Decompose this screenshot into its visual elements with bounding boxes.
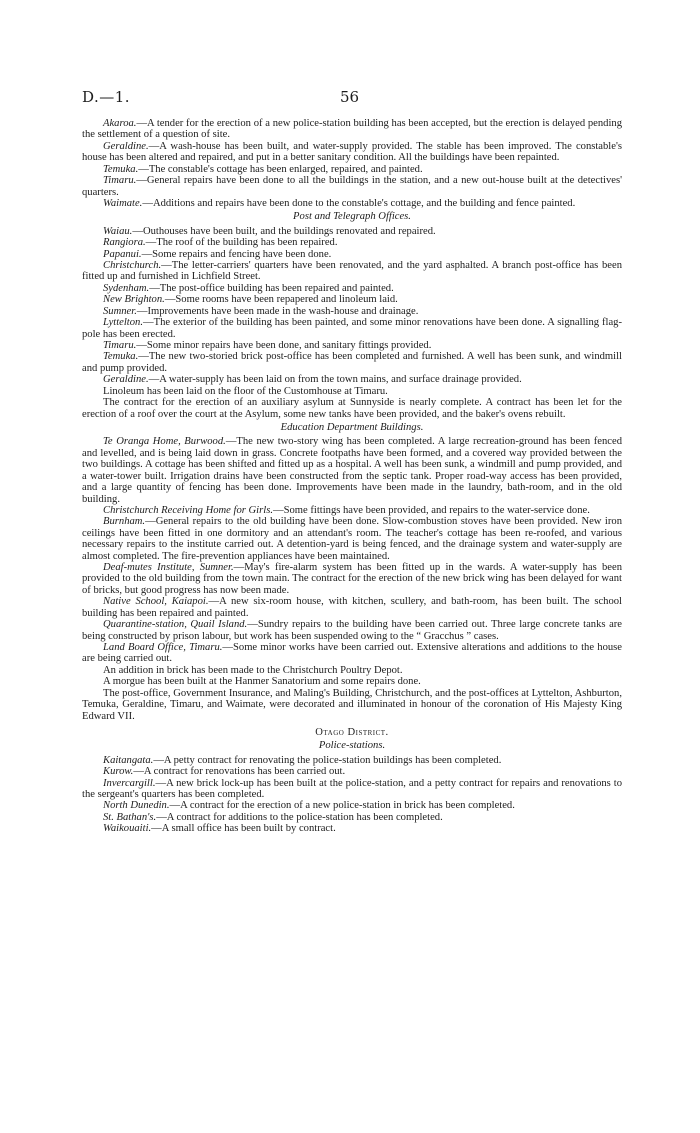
paragraph-linoleum: Linoleum has been laid on the floor of the Customhouse at Timaru. [103, 385, 388, 397]
paragraph-text: —A contract for additions to the police-station has been completed. [156, 811, 443, 823]
paragraph-deaf-mutes [82, 562, 622, 596]
paragraph-waikouaiti [82, 823, 622, 834]
paragraph-st-bathans [82, 812, 622, 823]
paragraph-morgue: A morgue has been built at the Hanmer Sanatorium and some repairs done. [103, 676, 421, 688]
paragraph-text: —Some fittings have been provided, and repairs to the water-service done. [272, 504, 590, 516]
document-reference: D.—1. [82, 88, 131, 106]
place-name: Sydenham. [103, 282, 150, 294]
paragraph-te-oranga [82, 436, 622, 505]
section-heading-education: Education Department Buildings. [280, 421, 424, 433]
paragraph-burnham [82, 516, 622, 562]
page-number: 56 [340, 88, 360, 106]
paragraph-text: —A new six-room house, with kitchen, scullery, and bath-room, has been built. The school building has been repaired and painted. [82, 596, 622, 619]
paragraph-kaiapoi [82, 596, 622, 619]
paragraph-kurow [82, 766, 622, 777]
paragraph-timaru [82, 175, 622, 198]
paragraph-text: —A contract for the erection of a new police-station in brick has been completed. [169, 800, 515, 812]
paragraph-sydenham [82, 283, 622, 294]
place-name: Invercargill. [103, 777, 156, 789]
place-name: Te Oranga Home, Burwood. [103, 436, 226, 448]
paragraph-text: —General repairs have been done to all the buildings in the station, and a new out-house built at the detectives' quarters. [82, 175, 622, 198]
paragraph-text: —The constable's cottage has been enlarged, repaired, and painted. [138, 163, 423, 175]
paragraph-text: —General repairs to the old building have been done. Slow-combustion stoves have been provided. New iron ceilings have been fitted in one dormitory and an attendant's room. The teacher's cottage has been re-roofed, and various necessary repairs to the institute carried out. A detention-yard is being fenced, and the drainage system and water-supply are almost completed. The fire-prevention appliances have been maintained. [82, 516, 622, 562]
place-name: Lyttelton. [103, 317, 143, 329]
paragraph-invercargill [82, 778, 622, 801]
place-name: Deaf-mutes Institute, Sumner. [103, 562, 234, 574]
place-name: Kurow. [103, 766, 134, 778]
paragraph-quarantine [82, 619, 622, 642]
paragraph-text: —Some repairs and fencing have been done. [141, 248, 332, 260]
place-name: Rangiora. [103, 237, 146, 249]
place-name: Geraldine. [103, 140, 149, 152]
paragraph-text: —Additions and repairs have been done to the constable's cottage, and the building and fence painted. [142, 197, 576, 209]
paragraph-text: —The new two-story wing has been completed. A large recreation-ground has been fenced and levelled, and is being laid down in grass. Concrete footpaths have been formed, and a covered way provided between the two buildings. A cottage has been shifted and fitted up as a hospital. A well has been sunk, a windmill and pump provided, and a water-tower built. Irrigation drains have been constructed from the septic tank. Proper road-way access has been provided, and a large quantity of fencing has been done. Improvements have been made in the laundry, bath-room, and in the old building. [82, 436, 622, 505]
paragraph-north-dunedin [82, 800, 622, 811]
place-name: Christchurch. [103, 260, 162, 272]
paragraph-text: —The letter-carriers' quarters have been renovated, and the yard asphalted. A branch post-office has been fitted up and furnished in Lichfield Street. [82, 260, 622, 283]
paragraph-text: —May's fire-alarm system has been fitted up in the wards. A water-supply has been provided to the old building from the town main. The contract for the erection of the new brick wing has been delayed for want of bricks, but good progress has now been made. [82, 562, 622, 596]
place-name: Native School, Kaiapoi. [103, 596, 209, 608]
paragraph-new-brighton [82, 294, 622, 305]
paragraph-sumner [82, 306, 622, 317]
paragraph-text: —A tender for the erection of a new police-station building has been accepted, but the erection is delayed pending the settlement of a question of site. [82, 118, 622, 141]
place-name: St. Bathan's. [103, 811, 157, 823]
paragraph-akaroa [82, 118, 622, 141]
paragraph-text: —A water-supply has been laid on from the town mains, and surface drainage provided. [148, 374, 522, 386]
place-name: Geraldine. [103, 374, 149, 386]
paragraph-geraldine [82, 141, 622, 164]
paragraph-text: —Some rooms have been repapered and linoleum laid. [164, 294, 398, 306]
place-name: Christchurch Receiving Home for Girls. [103, 504, 273, 516]
place-name: Waimate. [103, 197, 143, 209]
place-name: Timaru. [103, 175, 137, 187]
paragraph-lyttelton [82, 317, 622, 340]
place-name: Quarantine-station, Quail Island. [103, 619, 248, 631]
paragraph-text: —The new two-storied brick post-office has been completed and furnished. A well has been sunk, and windmill and pump provided. [82, 351, 622, 374]
paragraph-text: —The roof of the building has been repaired. [145, 237, 338, 249]
paragraph-text: —A small office has been built by contract. [151, 823, 336, 835]
paragraph-waimate [82, 198, 622, 209]
paragraph-rangiora [82, 237, 622, 248]
place-name: Burnham. [103, 516, 146, 528]
paragraph-temuka [82, 164, 622, 175]
place-name: Land Board Office, Timaru. [103, 641, 223, 653]
paragraph-timaru-post [82, 340, 622, 351]
paragraph-temuka-post [82, 351, 622, 374]
district-heading-otago: Otago District. [315, 726, 389, 738]
place-name: North Dunedin. [103, 800, 170, 812]
place-name: Temuka. [103, 163, 139, 175]
body-text [82, 118, 622, 835]
paragraph-text: —Some minor repairs have been done, and sanitary fittings provided. [136, 340, 432, 352]
place-name: Waiau. [103, 225, 133, 237]
paragraph-text: —Improvements have been made in the wash-house and drainage. [136, 305, 419, 317]
page-header [82, 88, 622, 110]
place-name: Kaitangata. [103, 754, 154, 766]
paragraph-text: —The exterior of the building has been painted, and some minor renovations have been done. A signalling flag-pole has been erected. [82, 317, 622, 340]
place-name: Akaroa. [103, 118, 137, 129]
paragraph-papanui [82, 249, 622, 260]
paragraph-text: —A new brick lock-up has been built at the police-station, and a petty contract for repairs and renovations to the sergeant's quarters has been completed. [82, 777, 622, 801]
paragraph-land-board [82, 642, 622, 665]
paragraph-text: —A petty contract for renovating the police-station buildings has been completed. [153, 754, 502, 766]
place-name: Temuka. [103, 351, 139, 363]
paragraph-text: —The post-office building has been repaired and painted. [149, 282, 394, 294]
paragraph-text: —A wash-house has been built, and water-supply provided. The stable has been improved. The constable's house has been altered and repaired, and put in a better sanitary condition. All the buildings have been repainted. [82, 140, 622, 164]
place-name: Sumner. [103, 305, 137, 317]
paragraph-asylum: The contract for the erection of an auxiliary asylum at Sunnyside is nearly complete. A contract has been let for the erection of a roof over the court at the Asylum, some new tanks have been provided, and the baker's ovens rebuilt. [82, 397, 622, 420]
paragraph-coronation: The post-office, Government Insurance, and Maling's Building, Christchurch, and the post-offices at Lyttelton, Ashburton, Temuka, Geraldine, Timaru, and Waimate, were decorated and illuminated in honour of the coronation of His Majesty King Edward VII. [82, 687, 622, 722]
section-heading-post-telegraph: Post and Telegraph Offices. [293, 211, 411, 223]
paragraph-text: —Sundry repairs to the building have been carried out. Three large concrete tanks are being constructed by prison labour, but work has been suspended owing to the “ Gracchus ” cases. [82, 619, 622, 642]
paragraph-waiau [82, 226, 622, 237]
paragraph-kaitangata [82, 755, 622, 766]
paragraph-christchurch [82, 260, 622, 283]
place-name: Papanui. [103, 248, 142, 260]
place-name: New Brighton. [103, 294, 165, 306]
section-heading-police-stations: Police-stations. [318, 740, 386, 752]
paragraph-geraldine-post [82, 374, 622, 385]
paragraph-text: —Some minor works have been carried out. Extensive alterations and additions to the house are being carried out. [82, 641, 622, 665]
place-name: Waikouaiti. [103, 823, 152, 835]
paragraph-text: —Outhouses have been built, and the buildings renovated and repaired. [132, 225, 436, 237]
paragraph-text: —A contract for renovations has been carried out. [133, 766, 346, 778]
paragraph-receiving-home [82, 505, 622, 516]
place-name: Timaru. [103, 340, 137, 352]
paragraph-poultry-depot: An addition in brick has been made to the Christchurch Poultry Depot. [103, 664, 403, 676]
